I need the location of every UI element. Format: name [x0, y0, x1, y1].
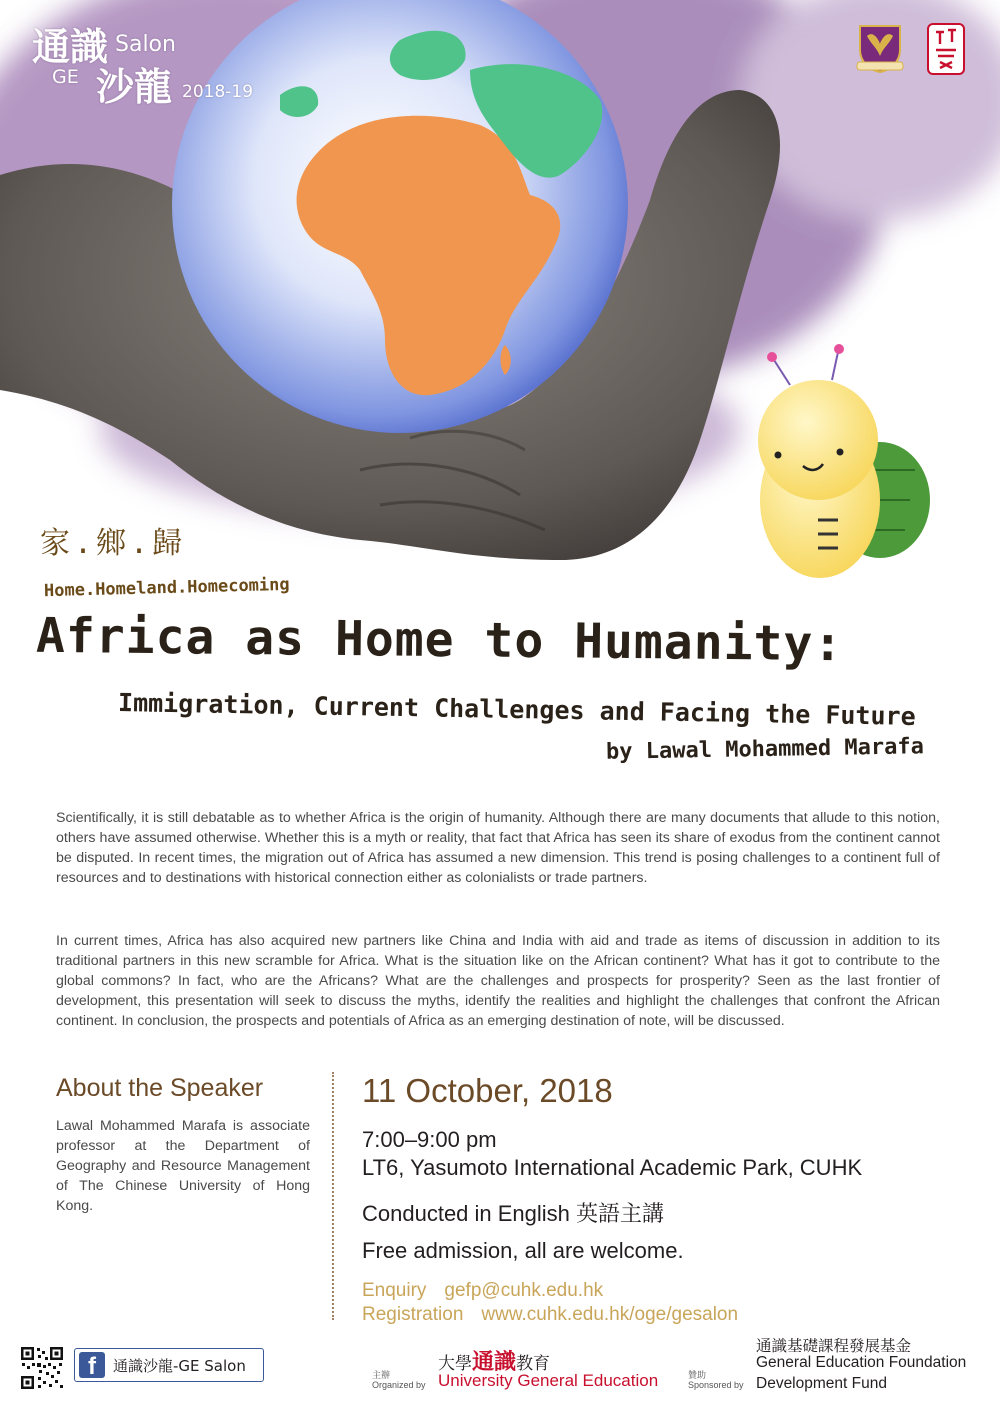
organized-by-label-zh: 主辦	[372, 1370, 391, 1380]
page-title: Africa as Home to Humanity:	[35, 607, 844, 673]
sponsor-name-zh: 通識基礎課程發展基金	[756, 1337, 912, 1355]
page-subtitle: Immigration, Current Challenges and Facing the Future	[117, 688, 916, 731]
event-time: 7:00–9:00 pm	[362, 1127, 497, 1152]
registration-row	[362, 1304, 738, 1326]
enquiry-row	[362, 1280, 603, 1302]
enquiry-label: Enquiry	[362, 1280, 427, 1301]
registration-url-link[interactable]: www.cuhk.edu.hk/oge/gesalon	[481, 1304, 739, 1325]
organizer-name-zh-post: 教育	[516, 1354, 551, 1374]
speaker-heading: About the Speaker	[56, 1074, 264, 1102]
theme-title-zh: 家.鄉.歸	[40, 526, 187, 561]
registration-label: Registration	[362, 1304, 464, 1325]
sponsored-by-label-en: Sponsored by	[688, 1380, 744, 1390]
facebook-page-label: 通識沙龍-GE Salon	[113, 1357, 246, 1375]
sponsored-by-label-zh: 贊助	[688, 1370, 707, 1380]
series-title-ge: GE	[52, 66, 79, 88]
organizer-name-zh-accent: 通識	[472, 1350, 517, 1375]
qr-code-icon[interactable]	[20, 1346, 64, 1390]
organizer-name-en: University General Education	[438, 1371, 659, 1390]
facebook-page-link[interactable]	[74, 1348, 264, 1382]
speaker-byline: by Lawal Mohammed Marafa	[605, 734, 925, 765]
event-date: 11 October, 2018	[362, 1072, 613, 1109]
enquiry-email-link[interactable]: gefp@cuhk.edu.hk	[444, 1280, 604, 1301]
organizer-name-zh-pre: 大學	[438, 1354, 472, 1374]
ge-seal-icon	[926, 22, 966, 76]
sponsor-name-en-line1: General Education Foundation	[756, 1354, 967, 1371]
speaker-bio: Lawal Mohammed Marafa is associate professor at the Department of Geography and Resource Management of The Chinese University of Hong Kong.	[56, 1118, 310, 1214]
theme-title-en: Home.Homeland.Homecoming	[43, 574, 290, 602]
abstract-paragraph-2: In current times, Africa has also acquired new partners like China and India with aid and trade as items of discussion in addition to its traditional partners in this new scramble for Africa. What is the situation like on the African continent? What has it got to contribute to the global commons? In fact, who are the Africans? What are the challenges and prospects for prosperity? Seen as the last frontier of development, this presentation will seek to discuss the myths, identify the realities and highlight the challenges that confront the African continent. In conclusion, the prospects and potentials of Africa as an emerging destination of note, will be discussed.	[56, 933, 940, 1029]
event-admission: Free admission, all are welcome.	[362, 1238, 684, 1263]
cuhk-crest-icon	[855, 22, 905, 74]
facebook-icon: f	[79, 1352, 105, 1378]
organized-by-label-en: Organized by	[372, 1380, 426, 1390]
sponsor-name-en-line2: Development Fund	[756, 1375, 887, 1392]
turtle-mascot	[758, 344, 930, 578]
season-label: 2018-19	[182, 82, 254, 102]
column-divider	[332, 1072, 334, 1320]
abstract-paragraph-1: Scientifically, it is still debatable as to whether Africa is the origin of humanity. Although there are many documents that allude to this notion, others have assumed otherwise. Whether this is a myth or reality, that fact that Africa has seen its share of exodus from the continent cannot be disputed. In recent times, the migration out of Africa has assumed a new dimension. This trend is posing challenges to a continent full of resources and to destinations with historical connection either as colonialists or trade partners.	[56, 810, 940, 886]
event-language: Conducted in English 英語主講	[362, 1201, 665, 1226]
series-title-en: Salon	[115, 32, 176, 57]
event-venue: LT6, Yasumoto International Academic Park, CUHK	[362, 1155, 863, 1180]
series-title-zh: 通識	[32, 25, 109, 69]
series-title-zh-salon: 沙龍	[96, 65, 173, 109]
